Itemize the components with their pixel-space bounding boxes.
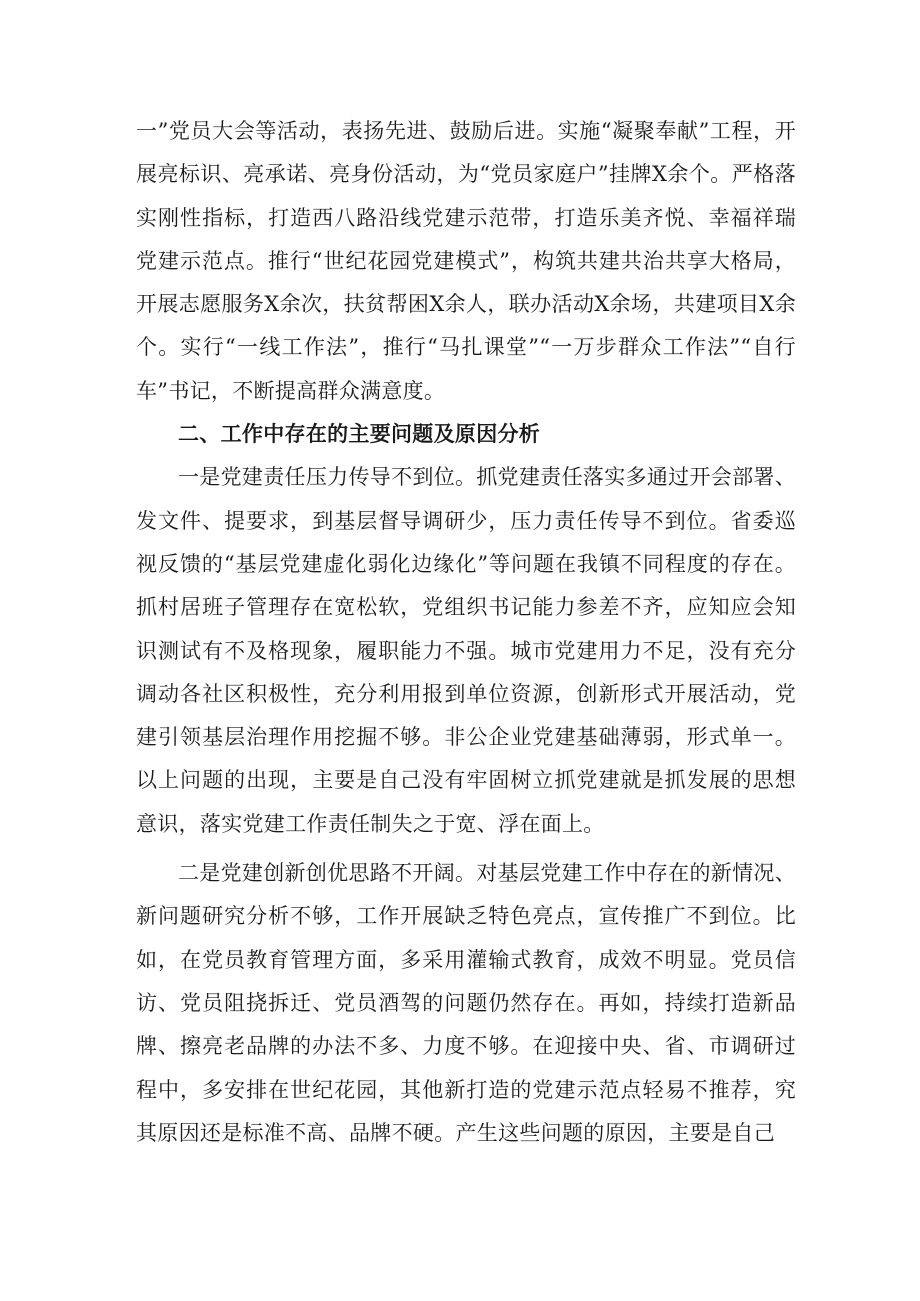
document-body: [136, 110, 796, 1155]
paragraph-continuation: 一”党员大会等活动，表扬先进、鼓励后进。实施“凝聚奉献”工程，开展亮标识、亮承诺、亮身份活动，为“党员家庭户”挂牌X余个。严格落实刚性指标，打造西八路沿线党建示范带，打造乐美齐悦、幸福祥瑞党建示范点。推行“世纪花园党建模式”，构筑共建共治共享大格局，开展志愿服务X余次，扶贫帮困X余人，联办活动X余场，共建项目X余个。实行“一线工作法”，推行“马扎课堂”“一万步群众工作法”“自行车”书记，不断提高群众满意度。: [136, 119, 796, 403]
paragraph-responsibility: 一是党建责任压力传导不到位。抓党建责任落实多通过开会部署、发文件、提要求，到基层督导调研少，压力责任传导不到位。省委巡视反馈的“基层党建虚化弱化边缘化”等问题在我镇不同程度的存在。抓村居班子管理存在宽松软，党组织书记能力参差不齐，应知应会知识测试有不及格现象，履职能力不强。城市党建用力不足，没有充分调动各社区积极性，充分利用报到单位资源，创新形式开展活动，党建引领基层治理作用挖掘不够。非公企业党建基础薄弱，形式单一。以上问题的出现，主要是自己没有牢固树立抓党建就是抓发展的思想意识，落实党建工作责任制失之于宽、浮在面上。: [136, 465, 796, 836]
paragraph-innovation: 二是党建创新创优思路不开阔。对基层党建工作中存在的新情况、新问题研究分析不够，工作开展缺乏特色亮点，宣传推广不到位。比如，在党员教育管理方面，多采用灌输式教育，成效不明显。党员信访、党员阻挠拆迁、党员酒驾的问题仍然存在。再如，持续打造新品牌、擦亮老品牌的办法不多、力度不够。在迎接中央、省、市调研过程中，多安排在世纪花园，其他新打造的党建示范点轻易不推荐，究其原因还是标准不高、品牌不硬。产生这些问题的原因，主要是自己: [136, 861, 796, 1145]
section-heading: 二、工作中存在的主要问题及原因分析: [178, 422, 541, 447]
